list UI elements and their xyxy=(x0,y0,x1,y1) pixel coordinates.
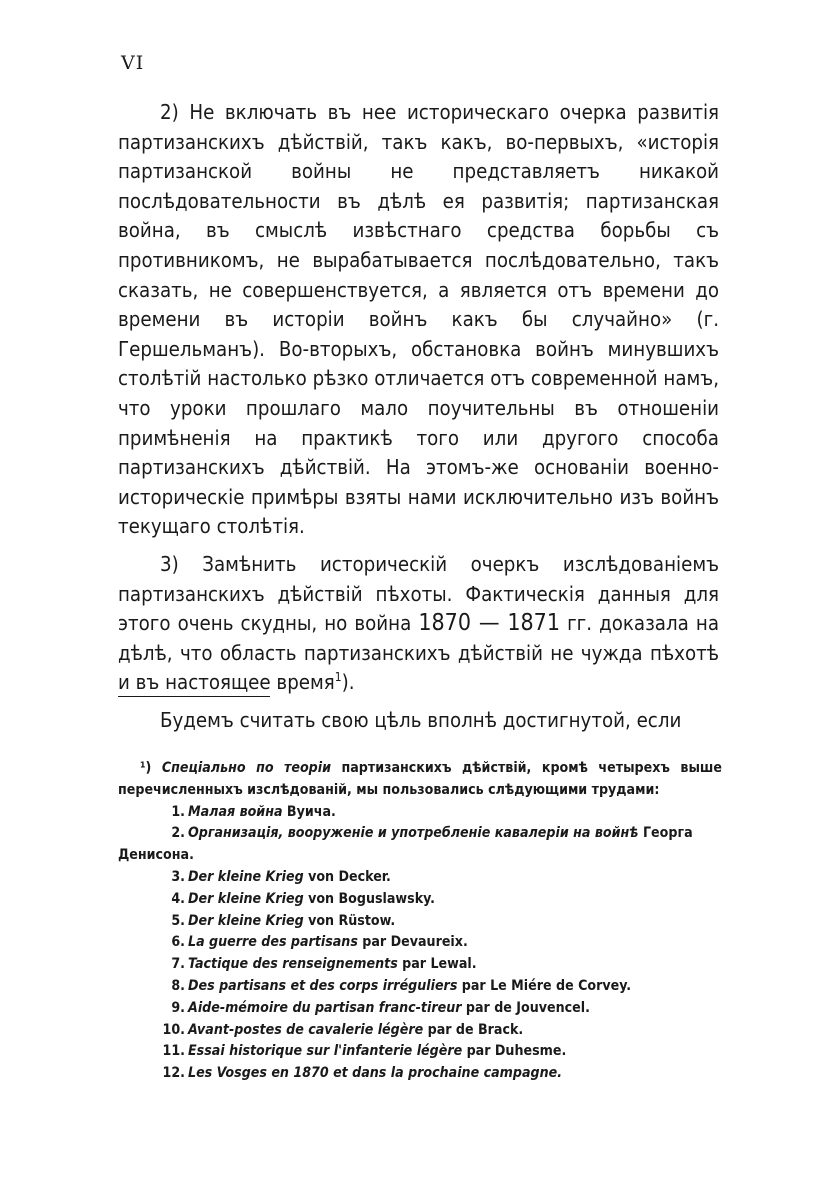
footnote-item-number: 6. xyxy=(171,934,185,951)
paragraph-3-close: ). xyxy=(341,670,355,695)
footnote-item xyxy=(118,954,722,976)
paragraph-continuation: Будемъ считать свою цѣль вполнѣ достигнутой, если xyxy=(160,707,682,732)
footnote-item-title: Des partisans et des corps irréguliers xyxy=(188,977,458,994)
paragraph-3 xyxy=(118,550,719,698)
footnote-item xyxy=(118,867,722,889)
footnote-item-title: Der kleine Krieg xyxy=(188,868,304,885)
page-number: VI xyxy=(121,52,145,74)
footnote-item-author: par Duhesme. xyxy=(462,1043,567,1060)
footnote-ref: 1 xyxy=(334,670,342,685)
footnote-item xyxy=(118,1041,722,1063)
footnote-item-author: par Le Miére de Corvey. xyxy=(457,977,632,994)
footnote-item-number: 4. xyxy=(171,890,185,907)
footnote-item-number: 11. xyxy=(162,1043,185,1060)
footnote-intro-text: партизанскихъ дѣйствій, кромѣ четырехъ выше перечисленныхъ изслѣдованій, мы пользовались слѣдующими трудами: xyxy=(118,760,722,798)
paragraph-2: 2) Не включать въ нее историческаго очерка развитія партизанскихъ дѣйствій, такъ какъ, во-первыхъ, «исторія партизанской войны не представляетъ никакой послѣдовательности въ дѣлѣ ея развитія; партизанская война, въ смыслѣ извѣстнаго средства борьбы съ противникомъ, не вырабатывается послѣдовательно, такъ сказать, не совершенствуется, а является отъ времени до времени въ исторіи войнъ какъ бы случайно» (г. Гершельманъ). Во-вторыхъ, обстановка войнъ минувшихъ столѣтій настолько рѣзко отличается отъ современной намъ, что уроки прошлаго мало поучительны въ отношеніи примѣненія на практикѣ того или другого способа партизанскихъ дѣйствій. На этомъ-же основаніи военно-историческіе примѣры взяты нами исключительно изъ войнъ текущаго столѣтія. xyxy=(118,100,719,539)
footnote-item xyxy=(118,889,722,911)
main-text xyxy=(118,98,719,735)
footnote-item-title: Essai historique sur l'infanterie légère xyxy=(188,1043,463,1060)
footnote-divider xyxy=(118,696,270,697)
footnote-item-title: Avant-postes de cavalerie légère xyxy=(188,1021,424,1038)
paragraph-3-end: гг. доказала на дѣлѣ, что область партизанскихъ дѣйствій не чужда пѣхотѣ и въ настоящее время xyxy=(118,611,720,695)
footnote-item-title: Малая война xyxy=(188,803,283,820)
footnote-item xyxy=(118,911,722,933)
footnote-item-author: Георга Денисона. xyxy=(118,825,693,864)
footnote-item-number: 3. xyxy=(171,868,185,885)
footnote-item-author: von Decker. xyxy=(303,868,391,885)
footnote-list xyxy=(118,802,722,1085)
footnote-item xyxy=(118,1063,722,1085)
footnote-item xyxy=(118,823,722,867)
footnote-item-number: 12. xyxy=(162,1065,185,1082)
footnote-item-number: 10. xyxy=(162,1021,185,1038)
paragraph-3-start: 3) Замѣнить историческій очеркъ изслѣдованіемъ партизанскихъ дѣйствій пѣхоты. Фактическія данныя для этого очень скудны, но война xyxy=(118,551,719,636)
footnotes xyxy=(118,758,722,1085)
footnote-item-author: par Lewal. xyxy=(397,956,477,973)
footnote-item-author: par de Jouvencel. xyxy=(461,999,590,1016)
footnote-item-number: 7. xyxy=(171,956,185,973)
footnote-item-author: par Devaureix. xyxy=(357,934,468,951)
footnote-item-author: Вуича. xyxy=(282,803,336,820)
footnote-item-title: Der kleine Krieg xyxy=(188,912,304,929)
footnote-item-number: 9. xyxy=(171,999,185,1016)
footnote-item-author: von Rüstow. xyxy=(303,912,396,929)
footnote-intro-italic: Спеціально по теоріи xyxy=(161,760,331,776)
footnote-item xyxy=(118,998,722,1020)
footnote-item xyxy=(118,802,722,824)
footnote-item-number: 1. xyxy=(171,803,185,820)
footnote-item xyxy=(118,976,722,998)
footnote-item-number: 5. xyxy=(171,912,185,929)
footnote-intro xyxy=(118,758,722,802)
footnote-item-title: Организація, вооруженіе и употребленіе кавалеріи на войнѣ xyxy=(188,825,639,842)
war-years: 1870 — 1871 xyxy=(418,610,561,637)
footnote-item-number: 8. xyxy=(171,977,185,994)
footnote-item-title: Tactique des renseignements xyxy=(188,956,398,973)
footnote-item xyxy=(118,932,722,954)
footnote-item-number: 2. xyxy=(171,825,185,842)
footnote-item-title: La guerre des partisans xyxy=(188,934,358,951)
footnote-item-title: Der kleine Krieg xyxy=(188,890,304,907)
footnote-item-title: Les Vosges en 1870 et dans la prochaine campagne. xyxy=(188,1065,563,1082)
footnote-item-author: von Boguslawsky. xyxy=(303,890,435,907)
footnote-item-title: Aide-mémoire du partisan franc-tireur xyxy=(188,999,462,1016)
footnote-item-author: par de Brack. xyxy=(423,1021,524,1038)
footnote-item xyxy=(118,1020,722,1042)
footnote-marker: ¹) xyxy=(140,760,152,776)
